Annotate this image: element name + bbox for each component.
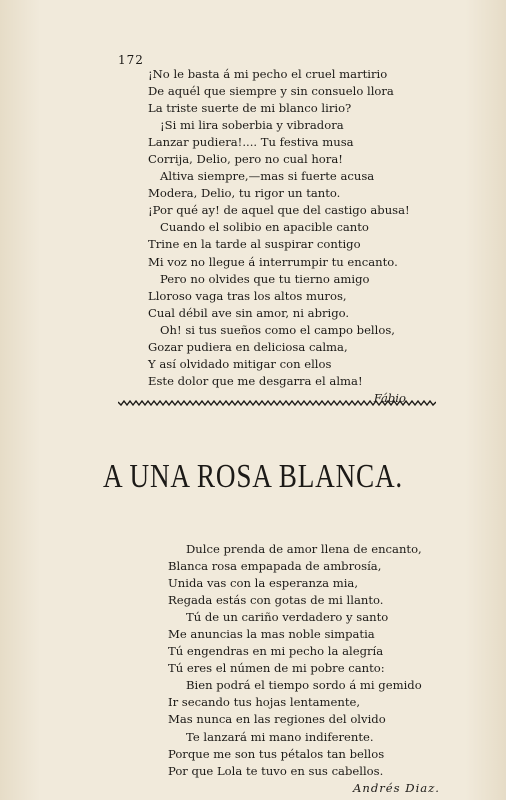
poem-line: Gozar pudiera en deliciosa calma, [148, 339, 348, 354]
poem-line: ¡Si mi lira soberbia y vibradora [160, 118, 344, 133]
poem-line: Cual débil ave sin amor, ni abrigo. [148, 305, 350, 320]
poem-line: Blanca rosa empapada de ambrosía, [168, 559, 382, 574]
poem-line: Porque me son tus pétalos tan bellos [168, 746, 385, 761]
poem-line: Oh! si tus sueños como el campo bellos, [160, 322, 395, 337]
poem-line: Lanzar pudiera!.... Tu festiva musa [148, 135, 354, 150]
poem-line: Por que Lola te tuvo en sus cabellos. [168, 763, 384, 778]
poem-line: Modera, Delio, tu rigor un tanto. [148, 186, 341, 201]
poem-line: La triste suerte de mi blanco lirio? [148, 101, 352, 116]
poem-line: ¡No le basta á mi pecho el cruel martirio [148, 67, 388, 81]
poem-signature: Fábio [373, 390, 406, 405]
poem-line: Cuando el solibio en apacible canto [160, 220, 369, 235]
page-number: 172 [118, 53, 144, 67]
poem-line: Regada estás con gotas de mi llanto. [168, 593, 384, 608]
poem-line: Altiva siempre,—mas si fuerte acusa [160, 169, 375, 184]
poem-line: Mi voz no llegue á interrumpir tu encanto. [148, 254, 398, 269]
poem-line: Tú de un cariño verdadero y santo [186, 610, 389, 625]
poem-continuation [148, 66, 448, 407]
poem-line: Mas nunca en las regiones del olvido [168, 712, 386, 727]
poem-line: Te lanzará mi mano indiferente. [186, 729, 374, 744]
poem-line: Unida vas con la esperanza mia, [168, 576, 359, 591]
poem-title: A UNA ROSA BLANCA. [102, 458, 404, 495]
poem-signature: Andrés Diaz. [352, 780, 440, 795]
poem-line: De aquél que siempre y sin consuelo llora [148, 84, 394, 99]
poem-line: Lloroso vaga tras los altos muros, [148, 288, 347, 303]
poem-line: ¡Por qué ay! de aquel que del castigo abusa! [148, 203, 410, 218]
poem-line: Trine en la tarde al suspirar contigo [148, 237, 361, 252]
poem-line: Y así olvidado mitigar con ellos [148, 356, 332, 371]
poem-line: Corrija, Delio, pero no cual hora! [148, 152, 343, 167]
sonnet-a-una-rosa-blanca [168, 541, 448, 797]
poem-line: Dulce prenda de amor llena de encanto, [186, 542, 422, 556]
ornamental-divider [118, 398, 436, 408]
poem-line: Tú engendras en mi pecho la alegría [168, 644, 384, 659]
poem-line: Me anuncias la mas noble simpatia [168, 627, 375, 642]
poem-line: Bien podrá el tiempo sordo á mi gemido [186, 678, 422, 693]
poem-line: Este dolor que me desgarra el alma! [148, 373, 363, 388]
poem-line: Ir secando tus hojas lentamente, [168, 695, 361, 710]
poem-line: Pero no olvides que tu tierno amigo [160, 271, 370, 286]
poem-line: Tú eres el númen de mi pobre canto: [168, 661, 385, 676]
